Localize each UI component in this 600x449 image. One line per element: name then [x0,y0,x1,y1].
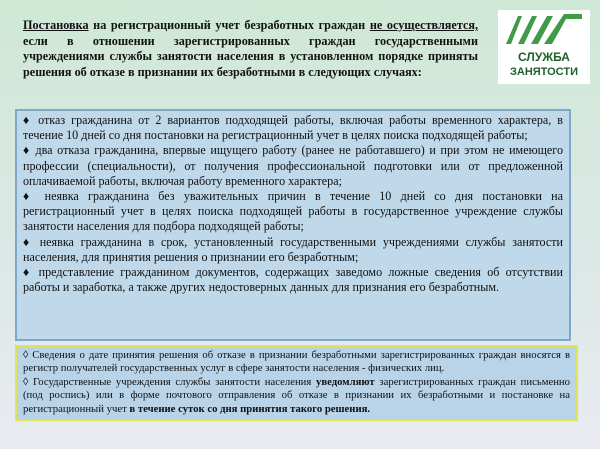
case-item: ♦ неявка гражданина без уважительных причин в течение 10 дней со дня постановки на регистрационный учет в целях поиска подходящей работы в государственное учреждение службы занятости населения для подбора подходящей работы; [23,189,563,234]
note-text-c: зарегистрированных граждан письменно (под роспись) или в форме почтового отправления об отказе в признании их безработными и постановке на регистрационный учет [23,375,570,415]
note-emphasis-deadline: в течение суток со дня принятия такого решения. [129,402,371,415]
case-item: ♦ неявка гражданина в срок, установленный государственными учреждениями службы занятости населения, для принятия решения о признании его безработным; [23,234,563,264]
note-text-a: ◊ Государственные учреждения службы занятости населения [23,375,317,388]
logo-mark-icon [498,10,590,84]
case-item: ♦ представление гражданином документов, содержащих заведомо ложные сведения об отсутствии работы и заработка, а также других недостоверных данных для признания его безработным. [23,265,563,295]
logo-text-line1: СЛУЖБА [518,50,570,64]
note-notification [23,376,570,416]
intro-negation: не осуществляется, [369,18,479,32]
intro-text-2: если в отношении зарегистрированных граждан государственными учреждениями службы занятости населения в установленном порядке приняты решения об отказе в признании их безработными в следующих случаях: [23,33,478,79]
note-emphasis-notify: уведомляют [316,375,375,388]
notes-box [15,345,578,421]
case-item: ♦ отказ гражданина от 2 вариантов подходящей работы, включая работы временного характера, в течение 10 дней со дня постановки на регистрационный учет в целях поиска подходящей работы; [23,113,563,143]
intro-paragraph [23,18,478,80]
intro-text-1: на регистрационный учет безработных граждан [88,18,370,32]
logo-text-line2: ЗАНЯТОСТИ [510,66,578,78]
intro-term: Постановка [23,18,89,32]
refusal-cases-box [15,109,571,341]
employment-service-logo [498,10,590,84]
case-item: ♦ два отказа гражданина, впервые ищущего работу (ранее не работавшего) и при этом не имеющего профессии (специальности), от получения профессиональной подготовки или от предложенной оплачиваемой работы, включая работу временного характера; [23,143,563,188]
note-register: ◊ Сведения о дате принятия решения об отказе в признании безработными зарегистрированных граждан вносятся в регистр получателей государственных услуг в сфере занятости населения - физических лиц. [23,349,570,375]
